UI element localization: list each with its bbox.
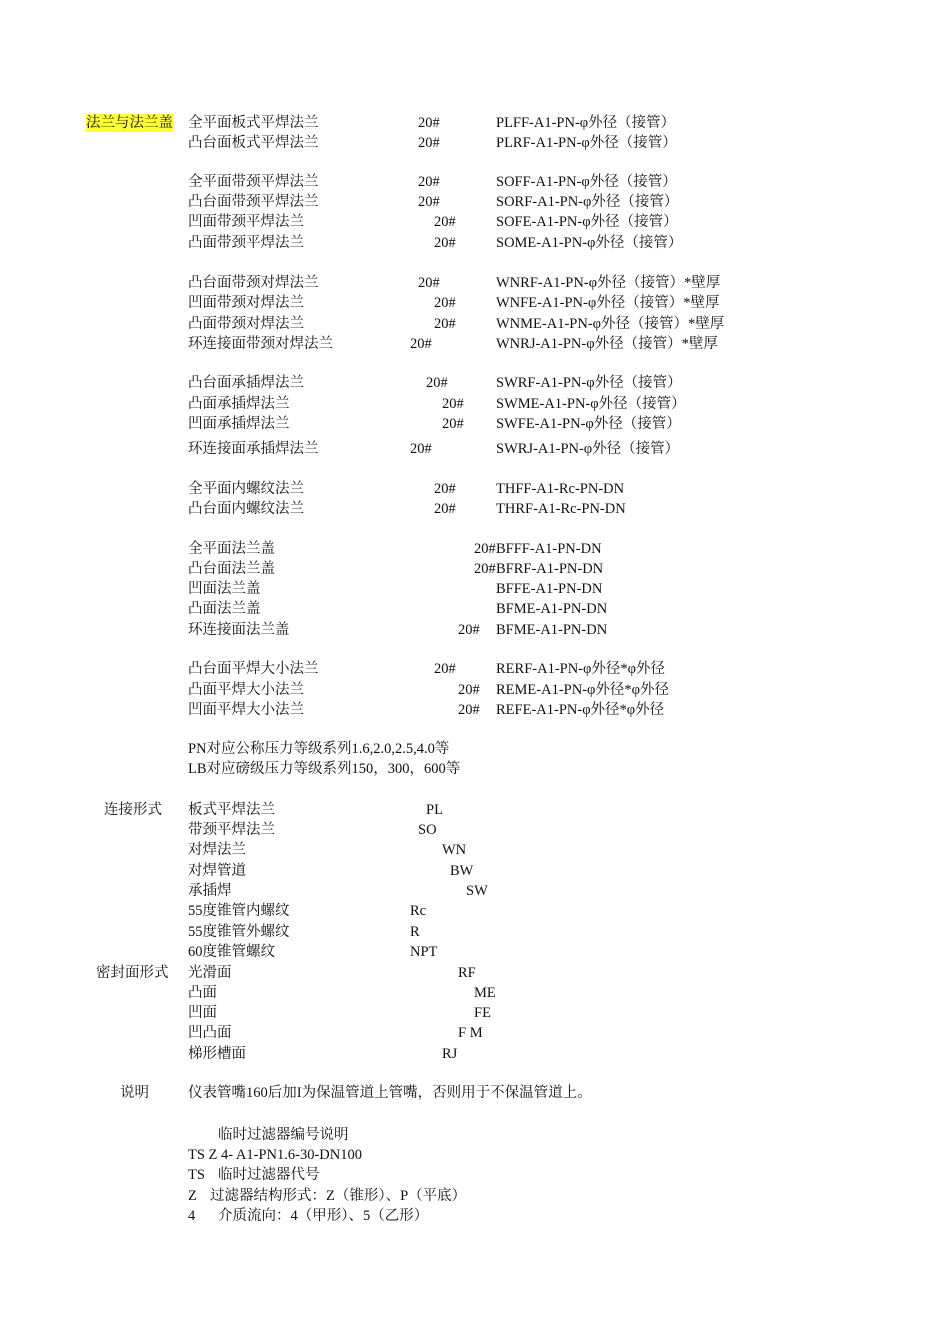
filter-key: Z — [188, 1188, 197, 1204]
filter-desc: 临时过滤器代号 — [218, 1167, 320, 1183]
flange-name: 凸台面板式平焊法兰 — [188, 135, 319, 151]
flange-code: SWFE-A1-PN-φ外径（接管） — [496, 416, 681, 432]
connection-code: NPT — [410, 944, 438, 960]
section-label-notes: 说明 — [120, 1085, 149, 1101]
flange-name: 凹面平焊大小法兰 — [188, 702, 304, 718]
connection-code: Rc — [410, 903, 427, 919]
flange-material: 20# — [474, 541, 496, 557]
seal-code: ME — [474, 985, 496, 1001]
flange-material: 20# — [418, 174, 440, 190]
flange-code: SWME-A1-PN-φ外径（接管） — [496, 396, 686, 412]
flange-material: 20# — [434, 501, 456, 517]
flange-code: WNRF-A1-PN-φ外径（接管）*壁厚 — [496, 275, 721, 291]
flange-name: 凹面带颈平焊法兰 — [188, 214, 304, 230]
connection-code: R — [410, 924, 420, 940]
section-label-seal: 密封面形式 — [96, 965, 169, 981]
flange-code: PLFF-A1-PN-φ外径（接管） — [496, 115, 676, 131]
connection-name: 承插焊 — [188, 883, 232, 899]
flange-code: REME-A1-PN-φ外径*φ外径 — [496, 682, 670, 698]
flange-name: 全平面带颈平焊法兰 — [188, 174, 319, 190]
connection-name: 55度锥管内螺纹 — [188, 903, 290, 919]
flange-name: 全平面法兰盖 — [188, 541, 275, 557]
section-label-connection: 连接形式 — [104, 802, 162, 818]
flange-name: 凸面承插焊法兰 — [188, 396, 290, 412]
flange-name: 凸台面法兰盖 — [188, 561, 275, 577]
flange-code: BFFF-A1-PN-DN — [496, 541, 602, 557]
flange-name: 凸面带颈对焊法兰 — [188, 316, 304, 332]
flange-material: 20# — [434, 214, 456, 230]
flange-material: 20# — [418, 194, 440, 210]
flange-code: SORF-A1-PN-φ外径（接管） — [496, 194, 679, 210]
flange-name: 凸面平焊大小法兰 — [188, 682, 304, 698]
flange-material: 20# — [418, 135, 440, 151]
seal-code: FE — [474, 1005, 491, 1021]
filter-key: TS — [188, 1167, 205, 1183]
flange-name: 环连接面承插焊法兰 — [188, 441, 319, 457]
connection-code: BW — [450, 863, 474, 879]
connection-name: 带颈平焊法兰 — [188, 822, 275, 838]
flange-material: 20# — [458, 682, 480, 698]
flange-name: 环连接面法兰盖 — [188, 622, 290, 638]
flange-name: 凸台面平焊大小法兰 — [188, 661, 319, 677]
flange-code: SWRF-A1-PN-φ外径（接管） — [496, 375, 682, 391]
flange-code: WNFE-A1-PN-φ外径（接管）*壁厚 — [496, 295, 720, 311]
seal-code: RF — [458, 965, 476, 981]
connection-name: 55度锥管外螺纹 — [188, 924, 290, 940]
seal-name: 梯形槽面 — [188, 1046, 246, 1062]
connection-code: SO — [418, 822, 437, 838]
flange-material: 20# — [410, 441, 432, 457]
seal-name: 凸面 — [188, 985, 217, 1001]
flange-material: 20# — [434, 235, 456, 251]
flange-code: BFME-A1-PN-DN — [496, 601, 608, 617]
connection-name: 60度锥管螺纹 — [188, 944, 275, 960]
pn-note: PN对应公称压力等级系列1.6,2.0,2.5,4.0等 — [188, 741, 450, 757]
flange-name: 凸面法兰盖 — [188, 601, 261, 617]
flange-material: 20# — [442, 396, 464, 412]
flange-name: 全平面内螺纹法兰 — [188, 481, 304, 497]
flange-name: 凸台面带颈平焊法兰 — [188, 194, 319, 210]
flange-material: 20# — [434, 481, 456, 497]
flange-name: 环连接面带颈对焊法兰 — [188, 336, 333, 352]
filter-example: TS Z 4- A1-PN1.6-30-DN100 — [188, 1147, 362, 1163]
flange-code: WNME-A1-PN-φ外径（接管）*壁厚 — [496, 316, 725, 332]
flange-code: SOFF-A1-PN-φ外径（接管） — [496, 174, 677, 190]
flange-code: RERF-A1-PN-φ外径*φ外径 — [496, 661, 665, 677]
flange-code: PLRF-A1-PN-φ外径（接管） — [496, 135, 677, 151]
seal-name: 凹面 — [188, 1005, 217, 1021]
flange-material: 20# — [434, 316, 456, 332]
flange-code: BFFE-A1-PN-DN — [496, 581, 603, 597]
flange-material: 20# — [442, 416, 464, 432]
flange-code: THFF-A1-Rc-PN-DN — [496, 481, 625, 497]
lb-note: LB对应磅级压力等级系列150，300，600等 — [188, 761, 461, 777]
filter-desc: 过滤器结构形式：Z（锥形）、P（平底） — [210, 1188, 467, 1204]
flange-name: 凸台面带颈对焊法兰 — [188, 275, 319, 291]
flange-code: SWRJ-A1-PN-φ外径（接管） — [496, 441, 680, 457]
seal-name: 光滑面 — [188, 965, 232, 981]
flange-code: SOME-A1-PN-φ外径（接管） — [496, 235, 683, 251]
flange-code: BFRF-A1-PN-DN — [496, 561, 604, 577]
seal-name: 凹凸面 — [188, 1025, 232, 1041]
flange-code: SOFE-A1-PN-φ外径（接管） — [496, 214, 678, 230]
flange-name: 凸面带颈平焊法兰 — [188, 235, 304, 251]
flange-code: WNRJ-A1-PN-φ外径（接管）*壁厚 — [496, 336, 718, 352]
flange-name: 凹面法兰盖 — [188, 581, 261, 597]
flange-material: 20# — [410, 336, 432, 352]
flange-material: 20# — [474, 561, 496, 577]
connection-name: 对焊法兰 — [188, 842, 246, 858]
flange-name: 凹面承插焊法兰 — [188, 416, 290, 432]
seal-code: F M — [458, 1025, 483, 1041]
filter-title: 临时过滤器编号说明 — [218, 1127, 349, 1143]
flange-material: 20# — [418, 275, 440, 291]
connection-code: WN — [442, 842, 467, 858]
connection-name: 对焊管道 — [188, 863, 246, 879]
seal-code: RJ — [442, 1046, 458, 1062]
flange-name: 全平面板式平焊法兰 — [188, 115, 319, 131]
flange-material: 20# — [434, 661, 456, 677]
flange-material: 20# — [458, 622, 480, 638]
notes-text: 仪表管嘴160后加I为保温管道上管嘴，否则用于不保温管道上。 — [188, 1085, 592, 1101]
flange-name: 凸台面承插焊法兰 — [188, 375, 304, 391]
flange-code: REFE-A1-PN-φ外径*φ外径 — [496, 702, 665, 718]
flange-name: 凹面带颈对焊法兰 — [188, 295, 304, 311]
flange-code: BFME-A1-PN-DN — [496, 622, 608, 638]
connection-name: 板式平焊法兰 — [188, 802, 275, 818]
section-label-flanges: 法兰与法兰盖 — [86, 115, 173, 131]
flange-material: 20# — [434, 295, 456, 311]
flange-code: THRF-A1-Rc-PN-DN — [496, 501, 626, 517]
flange-name: 凸台面内螺纹法兰 — [188, 501, 304, 517]
connection-code: SW — [466, 883, 488, 899]
connection-code: PL — [426, 802, 443, 818]
flange-material: 20# — [426, 375, 448, 391]
flange-material: 20# — [418, 115, 440, 131]
filter-desc: 介质流向：4（甲形）、5（乙形） — [218, 1208, 429, 1224]
filter-key: 4 — [188, 1208, 196, 1224]
flange-material: 20# — [458, 702, 480, 718]
